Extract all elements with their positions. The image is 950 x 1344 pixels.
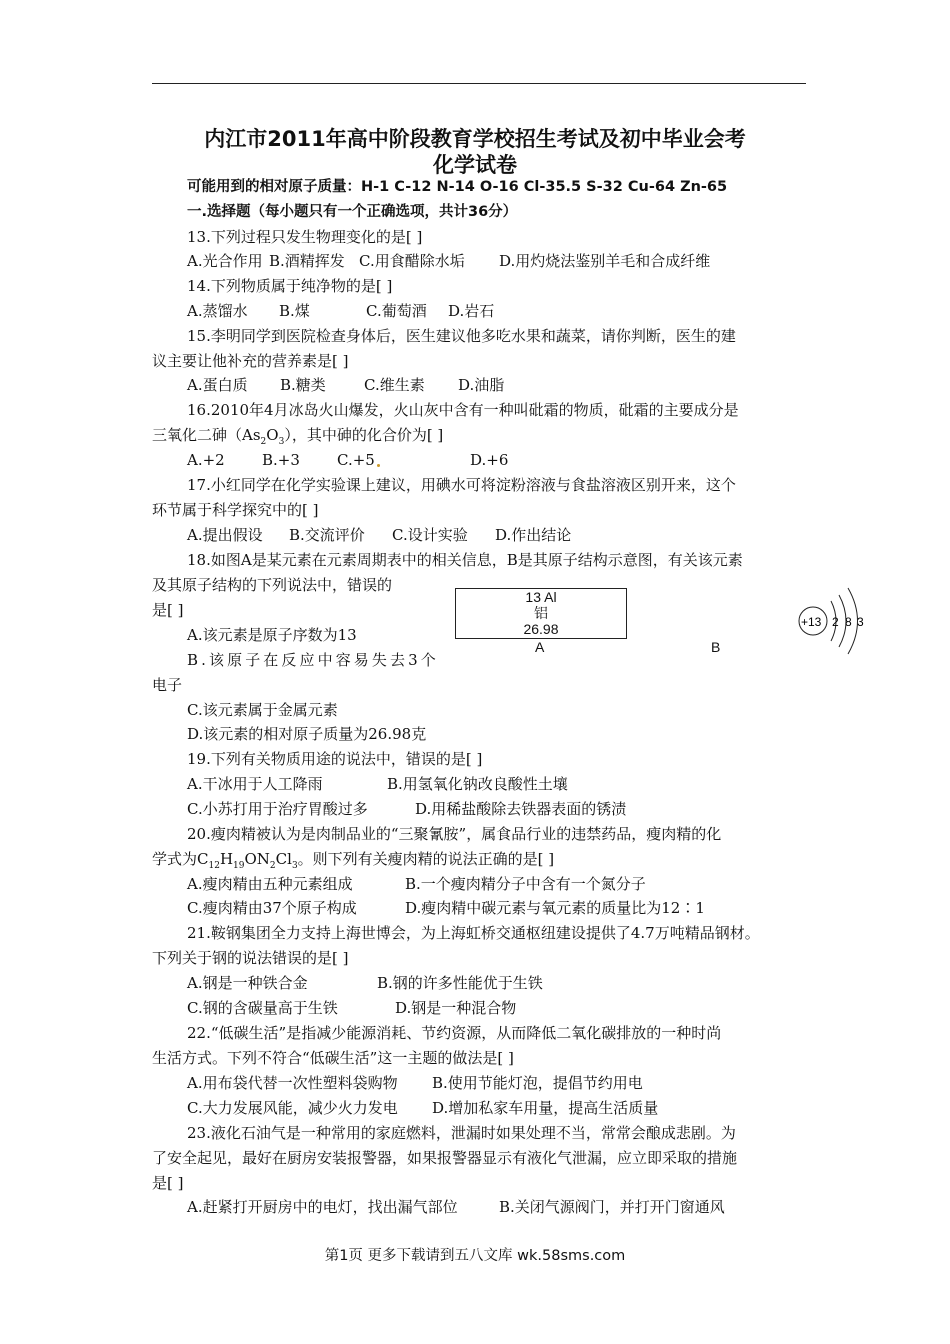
- q14-option-b: B.煤: [279, 302, 310, 320]
- q14-option-a: A.蒸馏水: [187, 302, 248, 320]
- element-name: 铝: [534, 605, 548, 621]
- q22-stem-line2: 生活方式。下列不符合“低碳生活”这一主题的做法是[ ]: [152, 1049, 514, 1067]
- shell-electrons-2: 8: [845, 615, 852, 629]
- q20-stem-line2: 学式为$C_{12}H_{19}ON_2Cl_3$。则下列有关瘦肉精的说法正确的是[ ]: [152, 850, 555, 871]
- shell-electrons-3: 3: [857, 615, 864, 629]
- q18-stem-line2: 及其原子结构的下列说法中，错误的: [152, 576, 393, 594]
- q17-option-b: B.交流评价: [289, 526, 365, 544]
- q17-stem-line1: 17.小红同学在化学实验课上建议，用碘水可将淀粉溶液与食盐溶液区别开来，这个: [187, 476, 736, 494]
- q21-stem-line2: 下列关于钢的说法错误的是[ ]: [152, 949, 349, 967]
- nucleus-charge: +13: [801, 615, 822, 629]
- page-footer: 第1页 更多下载请到五八文库 wk.58sms.com: [324, 1248, 626, 1264]
- atom-structure-diagram: [795, 585, 875, 660]
- q16-option-b: B.+3: [262, 451, 300, 469]
- q22-options-row2: [187, 1098, 658, 1118]
- q23-stem-line1: 23.液化石油气是一种常用的家庭燃料，泄漏时如果处理不当，常常会酿成悲剧。为: [187, 1124, 736, 1142]
- q13-stem: 13.下列过程只发生物理变化的是[ ]: [187, 228, 423, 246]
- q16-option-a: A.+2: [187, 451, 225, 469]
- q17-option-d: D.作出结论: [495, 526, 572, 544]
- q16-option-c: C.+5: [337, 450, 470, 470]
- q23-stem-line3: 是[ ]: [152, 1174, 184, 1192]
- q22-option-b: B.使用节能灯泡，提倡节约用电: [432, 1074, 643, 1092]
- q13-option-a: A.光合作用: [187, 252, 263, 270]
- q14-option-c: C.葡萄酒: [366, 302, 427, 320]
- q22-option-a: A.用布袋代替一次性塑料袋购物: [187, 1074, 398, 1092]
- q21-options-row2: [187, 998, 516, 1018]
- element-number-symbol: 13 Al: [525, 589, 557, 605]
- header-rule: [152, 83, 806, 84]
- q19-option-c: C.小苏打用于治疗胃酸过多: [187, 800, 368, 818]
- q15-option-a: A.蛋白质: [187, 376, 248, 394]
- figure-label-a: A: [535, 639, 545, 655]
- q22-options-row1: [187, 1073, 643, 1093]
- q13-option-d: D.用灼烧法鉴别羊毛和合成纤维: [499, 252, 711, 270]
- q18-option-c: C.该元素属于金属元素: [187, 701, 338, 719]
- q23-stem-line2: 了安全起见，最好在厨房安装报警器，如果报警器显示有液化气泄漏，应立即采取的措施: [152, 1149, 738, 1167]
- q14-options: [187, 301, 494, 321]
- shell-electrons-1: 2: [832, 615, 839, 629]
- q19-options-row2: [187, 799, 626, 819]
- q13-option-b: B.酒精挥发: [269, 252, 345, 270]
- q23-option-a: A.赶紧打开厨房中的电灯，找出漏气部位: [187, 1198, 458, 1216]
- q23-option-b: B.关闭气源阀门，并打开门窗通风: [499, 1198, 725, 1216]
- q15-option-b: B.糖类: [280, 376, 326, 394]
- q19-option-a: A.干冰用于人工降雨: [187, 775, 323, 793]
- q16-options: [187, 450, 508, 470]
- q20-options-row1: [187, 874, 646, 894]
- q21-stem-line1: 21.鞍钢集团全力支持上海世博会，为上海虹桥交通枢纽建设提供了4.7万吨精品钢材。: [187, 924, 760, 942]
- q16-option-d: D.+6: [470, 451, 509, 469]
- q16-stem-line1: 16.2010年4月冰岛火山爆发，火山灰中含有一种叫砒霜的物质，砒霜的主要成分是: [187, 401, 739, 419]
- element-card-aluminium: [455, 588, 627, 639]
- q15-option-d: D.油脂: [458, 376, 505, 394]
- q23-options-row1: [187, 1197, 725, 1217]
- q13-options: [187, 251, 710, 271]
- q21-option-d: D.钢是一种混合物: [395, 999, 517, 1017]
- q13-option-c: C.用食醋除水垢: [359, 252, 465, 270]
- q15-option-c: C.维生素: [364, 376, 425, 394]
- q15-stem-line2: 议主要让他补充的营养素是[ ]: [152, 352, 349, 370]
- q18-option-a: A.该元素是原子序数为13: [187, 626, 357, 644]
- q18-option-b-line1: B.该原子在反应中容易失去3个: [187, 651, 439, 669]
- q21-option-b: B.钢的许多性能优于生铁: [377, 974, 543, 992]
- q17-option-a: A.提出假设: [187, 526, 263, 544]
- atomic-masses: 可能用到的相对原子质量：H-1 C-12 N-14 O-16 Cl-35.5 S-32 Cu-64 Zn-65: [187, 179, 728, 195]
- figure-label-b: B: [711, 639, 721, 655]
- q21-options-row1: [187, 973, 543, 993]
- q19-option-b: B.用氢氧化钠改良酸性土壤: [387, 775, 568, 793]
- q17-options: [187, 525, 571, 545]
- q19-options-row1: [187, 774, 568, 794]
- q20-stem-line1: 20.瘦肉精被认为是肉制品业的“三聚氰胺”，属食品行业的违禁药品，瘦肉精的化: [187, 825, 722, 843]
- section-heading: 一.选择题（每小题只有一个正确选项，共计36分）: [187, 204, 518, 220]
- q15-stem-line1: 15.李明同学到医院检查身体后，医生建议他多吃水果和蔬菜，请你判断，医生的建: [187, 327, 736, 345]
- exam-title: 内江市2011年高中阶段教育学校招生考试及初中毕业会考: [204, 127, 746, 151]
- q18-option-b-line2: 电子: [152, 676, 183, 694]
- q17-stem-line2: 环节属于科学探究中的[ ]: [152, 501, 319, 519]
- q15-options: [187, 375, 504, 395]
- q22-option-c: C.大力发展风能，减少火力发电: [187, 1099, 398, 1117]
- q14-stem: 14.下列物质属于纯净物的是[ ]: [187, 277, 393, 295]
- q20-option-d: D.瘦肉精中碳元素与氧元素的质量比为12∶1: [405, 899, 705, 917]
- q17-option-c: C.设计实验: [392, 526, 468, 544]
- q22-option-d: D.增加私家车用量，提高生活质量: [432, 1099, 659, 1117]
- exam-subtitle: 化学试卷: [433, 153, 517, 177]
- q19-stem: 19.下列有关物质用途的说法中，错误的是[ ]: [187, 750, 483, 768]
- q22-stem-line1: 22.“低碳生活”是指减少能源消耗、节约资源，从而降低二氧化碳排放的一种时尚: [187, 1024, 722, 1042]
- q20-options-row2: [187, 898, 705, 918]
- q20-option-a: A.瘦肉精由五种元素组成: [187, 875, 353, 893]
- q16-stem-line2: 三氧化二砷$(As_2O_3)$，其中砷的化合价为[ ]: [152, 426, 444, 447]
- q18-option-d: D.该元素的相对原子质量为26.98克: [187, 725, 427, 743]
- q20-option-c: C.瘦肉精由37个原子构成: [187, 899, 357, 917]
- q18-stem-line3: 是[ ]: [152, 601, 184, 619]
- element-mass: 26.98: [523, 621, 559, 637]
- q14-option-d: D.岩石: [448, 302, 495, 320]
- q21-option-c: C.钢的含碳量高于生铁: [187, 999, 338, 1017]
- q20-option-b: B.一个瘦肉精分子中含有一个氮分子: [405, 875, 646, 893]
- q19-option-d: D.用稀盐酸除去铁器表面的锈渍: [415, 800, 627, 818]
- q18-stem-line1: 18.如图A是某元素在元素周期表中的相关信息，B是其原子结构示意图，有关该元素: [187, 551, 743, 569]
- q21-option-a: A.钢是一种铁合金: [187, 974, 308, 992]
